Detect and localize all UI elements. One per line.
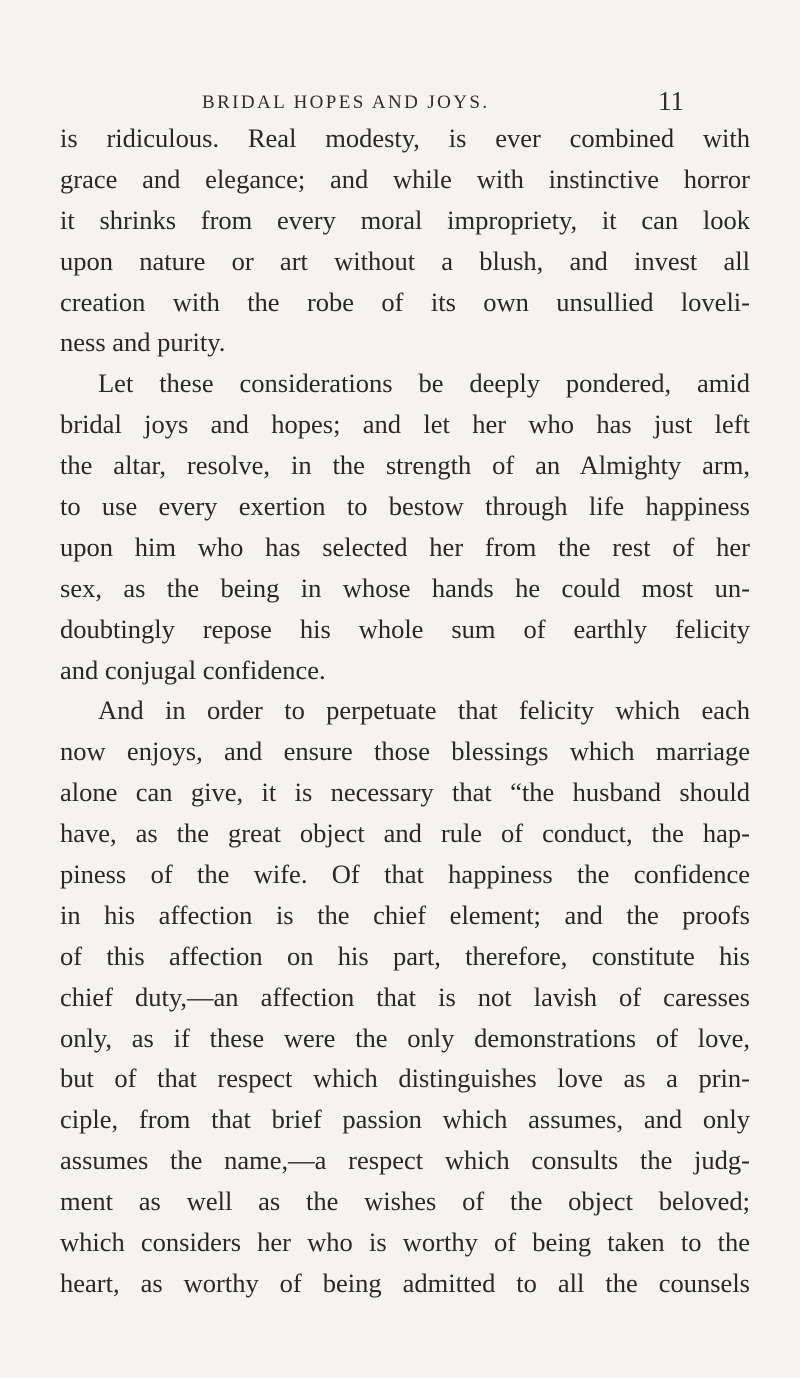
text-line: have, as the great object and rule of conduct, the hap- <box>60 818 750 849</box>
text-line: and conjugal confidence. <box>60 654 326 685</box>
text-line: ness and purity. <box>60 327 226 358</box>
text-line: piness of the wife. Of that happiness the confidence <box>60 859 750 890</box>
text-line: of this affection on his part, therefore, constitute his <box>60 940 750 971</box>
text-line: doubtingly repose his whole sum of earthly felicity <box>60 613 750 644</box>
text-line: ciple, from that brief passion which assumes, and only <box>60 1104 750 1135</box>
text-line: upon nature or art without a blush, and invest all <box>60 245 750 276</box>
text-line: bridal joys and hopes; and let her who has just left <box>60 409 750 440</box>
text-line: but of that respect which distinguishes love as a prin- <box>60 1063 750 1094</box>
text-line: grace and elegance; and while with instinctive horror <box>60 163 750 194</box>
text-line: sex, as the being in whose hands he could most un- <box>60 572 750 603</box>
text-line: it shrinks from every moral impropriety, it can look <box>60 204 750 235</box>
text-line: upon him who has selected her from the rest of her <box>60 531 750 562</box>
text-line: Let these considerations be deeply pondered, amid <box>98 368 750 399</box>
text-line: now enjoys, and ensure those blessings which marriage <box>60 736 750 767</box>
text-line: the altar, resolve, in the strength of an Almighty arm, <box>60 450 750 481</box>
text-line: only, as if these were the only demonstrations of love, <box>60 1022 750 1053</box>
text-line: which considers her who is worthy of being taken to the <box>60 1227 750 1258</box>
text-line: ment as well as the wishes of the object beloved; <box>60 1186 750 1217</box>
text-line: to use every exertion to bestow through life happiness <box>60 491 750 522</box>
text-line: alone can give, it is necessary that “the husband should <box>60 777 750 808</box>
running-head <box>0 86 800 116</box>
text-line: assumes the name,—a respect which consults the judg- <box>60 1145 750 1176</box>
page-number: 11 <box>658 86 684 116</box>
text-line: is ridiculous. Real modesty, is ever combined with <box>60 123 750 153</box>
running-title: BRIDAL HOPES AND JOYS. <box>202 92 490 113</box>
text-line: heart, as worthy of being admitted to all the counsels <box>60 1267 750 1298</box>
text-line: chief duty,—an affection that is not lavish of caresses <box>60 981 750 1012</box>
body-text <box>60 118 750 1304</box>
text-line: creation with the robe of its own unsullied loveli- <box>60 286 750 317</box>
text-line: And in order to perpetuate that felicity which each <box>98 695 750 726</box>
text-line: in his affection is the chief element; and the proofs <box>60 899 750 930</box>
